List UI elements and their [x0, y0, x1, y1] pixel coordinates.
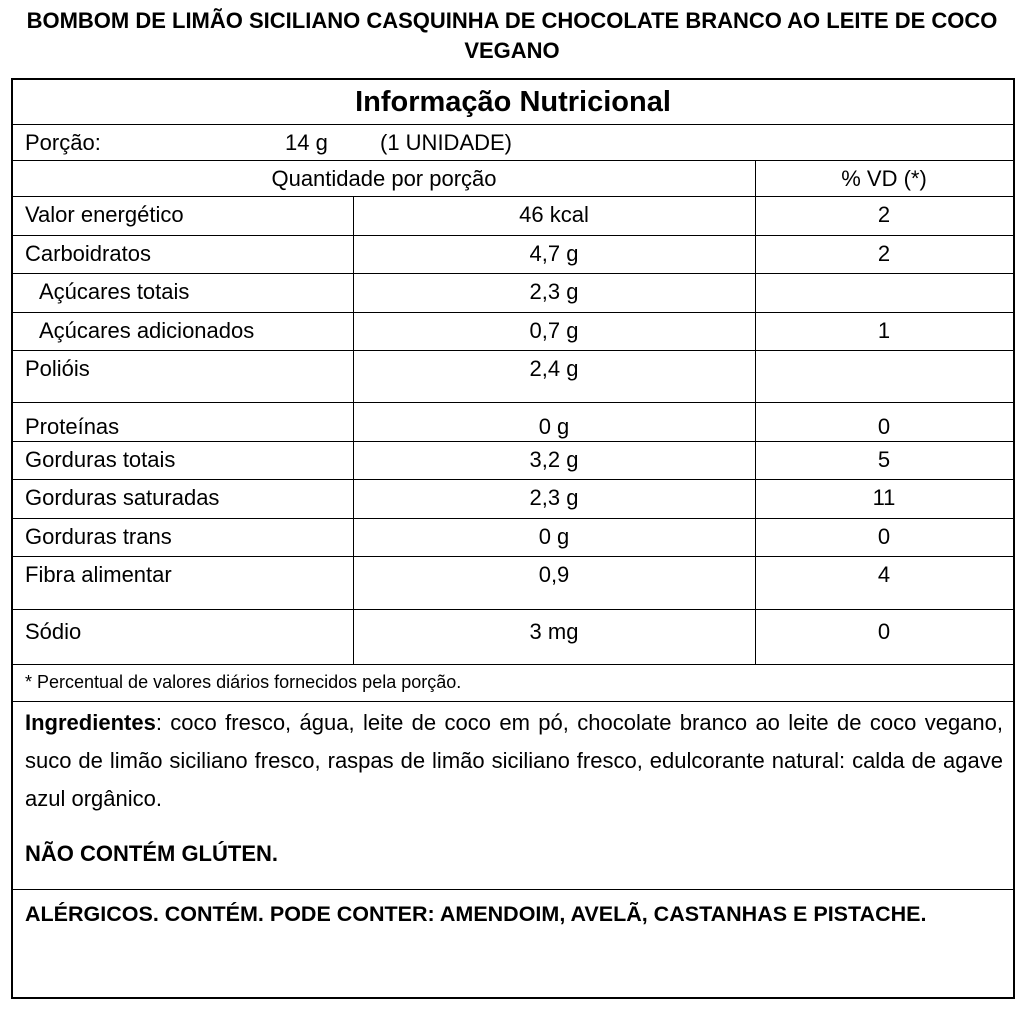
nutrient-row — [13, 610, 1013, 665]
nutrient-amount: 2,4 g — [529, 356, 579, 381]
nutrient-row — [13, 274, 1013, 313]
nutrient-vd: 11 — [872, 485, 896, 510]
gluten-notice: NÃO CONTÉM GLÚTEN. — [25, 841, 278, 866]
nutrient-amount: 4,7 g — [529, 241, 579, 266]
ingredients-text — [25, 704, 1003, 818]
nutrient-name: Gorduras totais — [25, 447, 176, 472]
portion-amount: 14 g — [285, 130, 328, 155]
nutrient-name: Açúcares adicionados — [39, 318, 255, 343]
column-header-row — [13, 161, 1013, 197]
nutrient-row — [13, 236, 1013, 274]
nutrient-amount: 46 kcal — [519, 202, 589, 227]
nutrient-name: Açúcares totais — [39, 279, 190, 304]
vd-header: % VD (*) — [841, 166, 927, 191]
nutrient-vd: 0 — [877, 524, 891, 549]
product-title: BOMBOM DE LIMÃO SICILIANO CASQUINHA DE CHOCOLATE BRANCO AO LEITE DE COCO VEGANO — [26, 8, 998, 63]
nutrient-vd — [755, 351, 1013, 402]
nutrient-row — [13, 403, 1013, 442]
nutrient-row — [13, 197, 1013, 236]
nutrient-name: Sódio — [25, 619, 82, 644]
nutrient-row — [13, 442, 1013, 480]
nutrient-amount: 3,2 g — [529, 447, 579, 472]
nutrient-amount: 3 mg — [529, 619, 579, 644]
nutrient-vd: 1 — [877, 318, 891, 343]
table-title-row — [13, 80, 1013, 125]
nutrient-row — [13, 480, 1013, 519]
allergen-notice: ALÉRGICOS. CONTÉM. PODE CONTER: AMENDOIM, AVELÃ, CASTANHAS E PISTACHE. — [25, 902, 927, 926]
nutrition-label — [11, 78, 1015, 999]
nutrient-row — [13, 557, 1013, 610]
footnote-row — [13, 665, 1013, 702]
nutrient-vd: 2 — [877, 202, 891, 227]
nutrient-vd: 4 — [877, 562, 891, 587]
quantity-header: Quantidade por porção — [271, 166, 497, 191]
portion-unit: (1 UNIDADE) — [380, 130, 513, 155]
nutrient-name: Proteínas — [25, 414, 120, 439]
nutrient-vd: 0 — [877, 414, 891, 439]
nutrient-name: Fibra alimentar — [25, 562, 172, 587]
ingredients-label: Ingredientes — [25, 710, 156, 735]
nutrient-row — [13, 351, 1013, 403]
nutrient-amount: 0,7 g — [529, 318, 579, 343]
nutrient-amount: 2,3 g — [529, 485, 579, 510]
nutrient-row — [13, 313, 1013, 351]
table-title: Informação Nutricional — [355, 86, 671, 118]
nutrient-vd: 5 — [877, 447, 891, 472]
portion-row — [13, 125, 1013, 161]
nutrient-row — [13, 519, 1013, 557]
nutrient-vd — [755, 274, 1013, 312]
nutrient-vd: 0 — [877, 619, 891, 644]
nutrient-amount: 0 g — [538, 414, 570, 439]
nutrient-amount: 2,3 g — [529, 279, 579, 304]
nutrient-vd: 2 — [877, 241, 891, 266]
nutrient-name: Carboidratos — [25, 241, 151, 266]
footnote: * Percentual de valores diários fornecidos pela porção. — [25, 672, 462, 692]
ingredients-list: : coco fresco, água, leite de coco em pó, chocolate branco ao leite de coco vegano, suco de limão siciliano fresco, raspas de limão siciliano fresco, edulcorante natural: calda de agave azul orgânico. — [25, 710, 1003, 811]
nutrient-name: Gorduras saturadas — [25, 485, 220, 510]
portion-label: Porção: — [25, 130, 101, 155]
nutrient-name: Polióis — [25, 356, 90, 381]
ingredients-section — [13, 702, 1013, 890]
nutrient-amount: 0,9 — [538, 562, 570, 587]
nutrient-name: Valor energético — [25, 202, 184, 227]
nutrient-name: Gorduras trans — [25, 524, 172, 549]
nutrient-amount: 0 g — [538, 524, 570, 549]
